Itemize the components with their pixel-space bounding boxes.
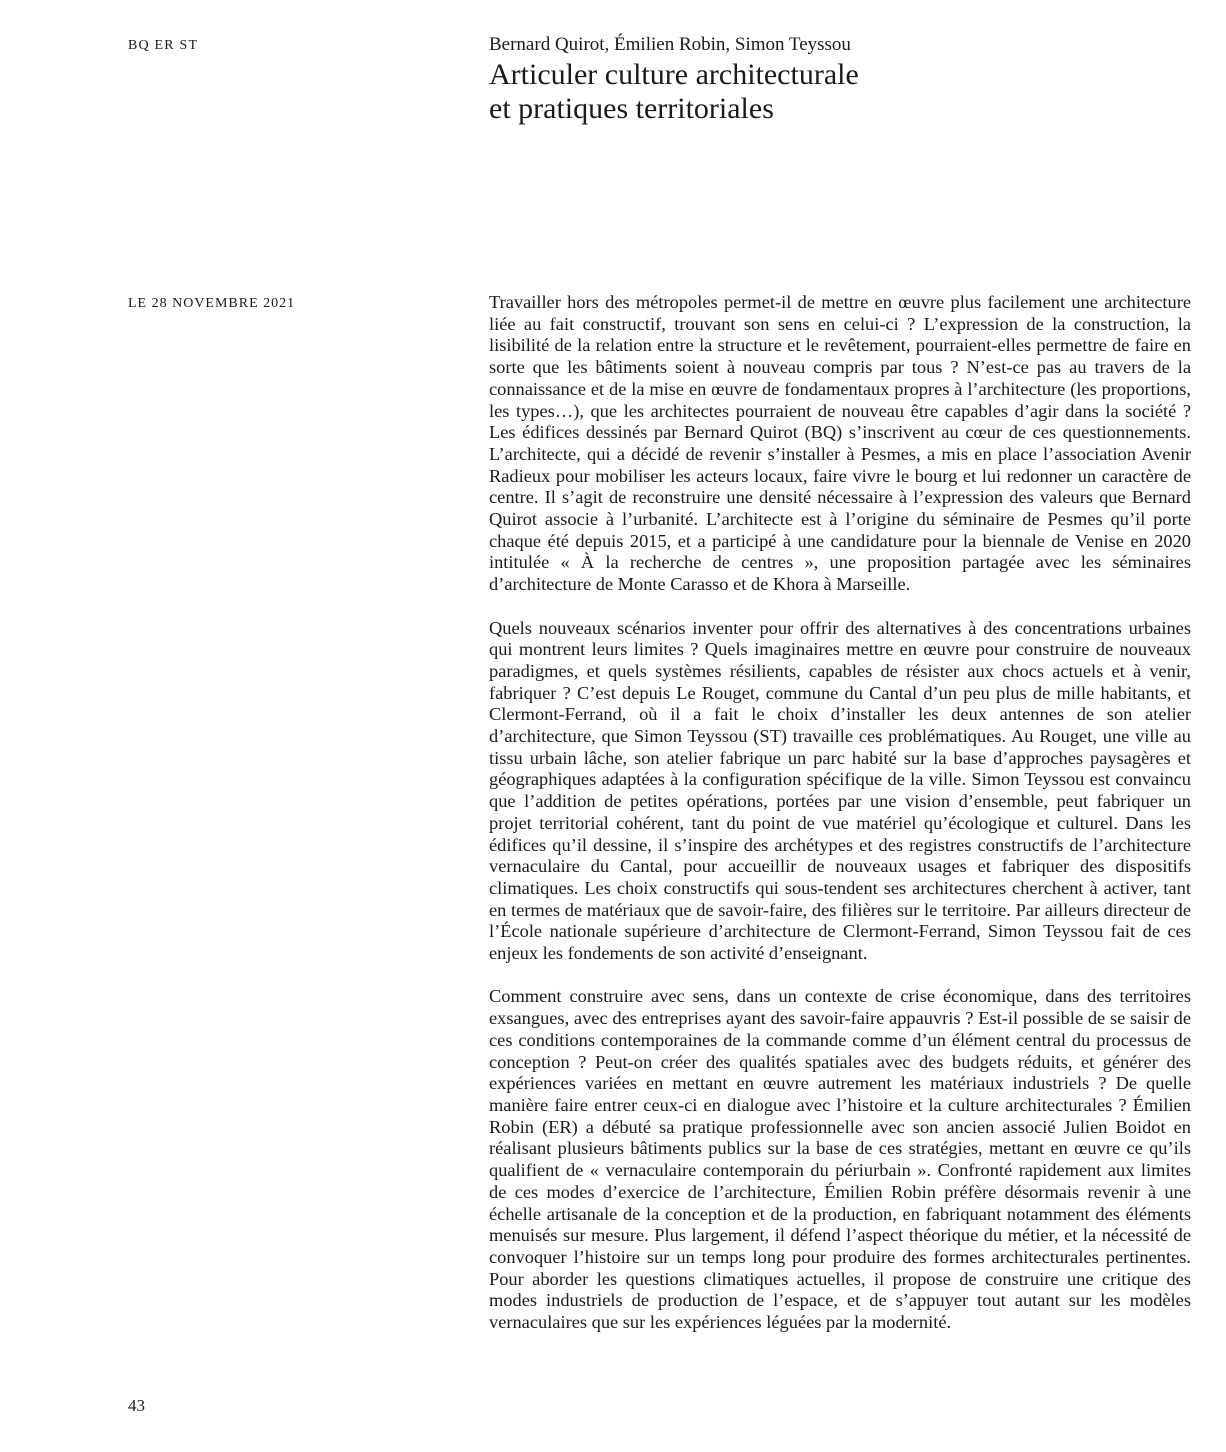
article-title-line-1: Articuler culture architecturale	[489, 58, 859, 91]
paragraph-bernard-quirot: Travailler hors des métropoles permet-il de mettre en œuvre plus facilement une architecture liée au fait constructif, trouvant son sens en celui-ci ? L’expression de la construction, la lisibilité de la relation entre la structure et le revêtement, pourraient-elles permettre de faire en sorte que les bâtiments soient à nouveau compris par tous ? N’est-ce pas au travers de la connaissance et de la mise en œuvre de fondamentaux propres à l’architecture (les proportions, les types…), que les architectes pourraient de nouveau être capables d’agir dans la société ? Les édifices dessinés par Bernard Quirot (BQ) s’inscrivent au cœur de ces questionnements. L’architecte, qui a décidé de revenir s’installer à Pesmes, a mis en place l’association Avenir Radieux pour mobiliser les acteurs locaux, faire vivre le bourg et lui redonner un caractère de centre. Il s’agit de reconstruire une densité nécessaire à l’expression des valeurs que Bernard Quirot associe à l’urbanité. L’architecte est à l’origine du séminaire de Pesmes qu’il porte chaque été depuis 2015, et a participé à une candidature pour la biennale de Venise en 2020 intitulée « À la recherche de centres », une proposition partagée avec les séminaires d’architecture de Monte Carasso et de Khora à Marseille.	[489, 292, 1191, 595]
author-initials: BQ ER ST	[128, 38, 199, 53]
paragraph-emilien-robin: Comment construire avec sens, dans un contexte de crise économique, dans des territoires exsangues, avec des entreprises ayant des savoir-faire appauvris ? Est-il possible de se saisir de ces conditions contemporaines de la commande comme d’un élément central du processus de conception ? Peut-on créer des qualités spatiales avec des budgets réduits, et générer des expériences variées en mettant en œuvre autrement les matériaux industriels ? De quelle manière faire entrer ceux-ci en dialogue avec l’histoire et la culture architecturales ? Émilien Robin (ER) a débuté sa pratique professionnelle avec son ancien associé Julien Boidot en réalisant plusieurs bâtiments publics sur la base de ces stratégies, mettant en œuvre ce qu’ils qualifient de « vernaculaire contemporain du périurbain ». Confronté rapidement aux limites de ces modes d’exercice de l’architecture, Émilien Robin préfère désormais revenir à une échelle artisanale de la conception et de la production, en fabriquant notamment des éléments menuisés sur mesure. Plus largement, il défend l’aspect théorique du métier, et la nécessité de convoquer l’histoire sur un temps long pour produire des formes architecturales pertinentes. Pour aborder les questions climatiques actuelles, il propose de construire une critique des modes industriels de production de l’espace, et de s’appuyer tout autant sur les modèles vernaculaires que sur les expériences léguées par la modernité.	[489, 986, 1191, 1333]
paragraph-simon-teyssou: Quels nouveaux scénarios inventer pour offrir des alternatives à des concentrations urbaines qui montrent leurs limites ? Quels imaginaires mettre en œuvre pour construire de nouveaux paradigmes, et quels systèmes résilients, capables de résister aux chocs actuels et à venir, fabriquer ? C’est depuis Le Rouget, commune du Cantal d’un peu plus de mille habitants, et Clermont-Ferrand, où il a fait le choix d’installer les deux antennes de son atelier d’architecture, que Simon Teyssou (ST) travaille ces problématiques. Au Rouget, une ville au tissu urbain lâche, son atelier fabrique un parc habité sur la base d’approches paysagères et géographiques adaptées à la configuration spécifique de la ville. Simon Teyssou est convaincu que l’addition de petites opérations, portées par une vision d’ensemble, peut fabriquer un projet territorial cohérent, tant du point de vue matériel qu’écologique et culturel. Dans les édifices qu’il dessine, il s’inspire des archétypes et des registres constructifs de l’architecture vernaculaire du Cantal, pour accueillir de nouveaux usages et fabriquer des dispositifs climatiques. Les choix constructifs qui sous-tendent ses architectures cherchent à activer, tant en termes de matériaux que de savoir-faire, des filières sur le territoire. Par ailleurs directeur de l’École nationale supérieure d’architecture de Clermont-Ferrand, Simon Teyssou fait de ces enjeux les fondements de son activité d’enseignant.	[489, 617, 1191, 964]
page-number: 43	[128, 1396, 145, 1415]
article-authors: Bernard Quirot, Émilien Robin, Simon Teyssou	[489, 34, 851, 55]
article-date: LE 28 NOVEMBRE 2021	[128, 296, 296, 311]
article-title-line-2: et pratiques territoriales	[489, 92, 774, 125]
article-body	[489, 292, 1191, 1355]
article-title	[489, 58, 1189, 126]
